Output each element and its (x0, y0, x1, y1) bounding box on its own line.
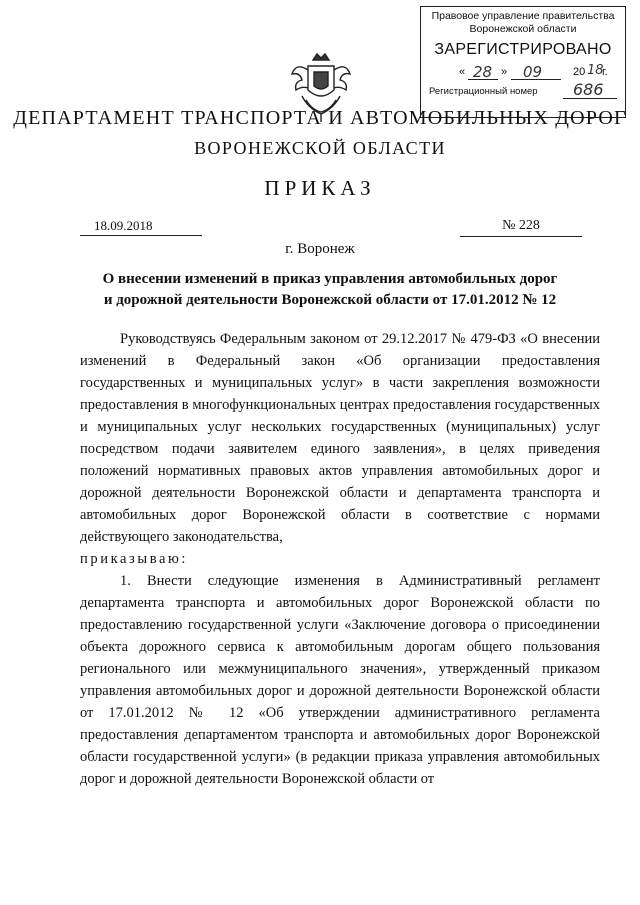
document-type-title: ПРИКАЗ (264, 176, 376, 200)
stamp-org-line2: Воронежской области (469, 22, 577, 35)
order-number: № 228 (460, 218, 582, 237)
order-word: приказываю: (80, 551, 189, 567)
stamp-date-year-hand: 18 (587, 63, 604, 78)
stamp-organization (421, 10, 625, 35)
order-body (80, 328, 600, 790)
stamp-date-open-quote: « (459, 66, 466, 78)
stamp-month-underline (511, 79, 561, 80)
stamp-date-close-quote: » (501, 66, 508, 78)
stamp-date-month: 09 (523, 63, 543, 81)
stamp-reg-number-label: Регистрационный номер (429, 86, 538, 97)
stamp-registered-label: ЗАРЕГИСТРИРОВАНО (434, 41, 612, 58)
stamp-date-year-prefix: 20 (573, 66, 586, 78)
registration-stamp (420, 6, 626, 118)
stamp-reg-number: 686 (573, 80, 604, 99)
city: г. Воронеж (285, 241, 355, 257)
stamp-date-year-suffix: г. (602, 66, 608, 78)
stamp-number-row (421, 80, 625, 102)
department-name: ДЕПАРТАМЕНТ ТРАНСПОРТА И АВТОМОБИЛЬНЫХ ДОРОГ (13, 107, 627, 129)
order-date: 18.09.2018 (80, 218, 202, 236)
region-name: ВОРОНЕЖСКОЙ ОБЛАСТИ (194, 138, 446, 158)
item-1-paragraph: 1. Внести следующие изменения в Административный регламент департамента транспорта и автомобильных дорог Воронежской области по предоставлению государственной услуги «Заключение договора о присоединении объекта дорожного сервиса к автомобильным дорогам общего пользования регионального или межмуниципального значения», утвержденный приказом управления автомобильных дорог и дорожной деятельности Воронежской области от 17.01.2012 № 12 «Об утверждении административного регламента предоставления департаментом транспорта и автомобильных дорог Воронежской области государственной услуги» (в редакции приказа управления автомобильных дорог и дорожной деятельности Воронежской области от (80, 573, 600, 787)
stamp-date-day: 28 (473, 63, 493, 81)
stamp-org-line1: Правовое управление правительства (431, 10, 615, 22)
order-subject: О внесении изменений в приказ управления автомобильных дорог и дорожной деятельности Воронежской области от 17.01.2012 № 12 (102, 271, 558, 308)
stamp-day-underline (468, 79, 498, 80)
preamble-paragraph: Руководствуясь Федеральным законом от 29.12.2017 № 479-ФЗ «О внесении изменений в Федеральный закон «Об организации предоставления государственных и муниципальных услуг» в части закрепления возможности предоставления в многофункциональных центрах предоставления государственных и муниципальных услуг нескольких государственных (муниципальных) услуг посредством подачи заявителем единого заявления», в целях приведения положений нормативных правовых актов управления автомобильных дорог и дорожной деятельности Воронежской области и департамента транспорта и автомобильных дорог Воронежской области в соответствие с нормами действующего законодательства, (80, 331, 600, 545)
